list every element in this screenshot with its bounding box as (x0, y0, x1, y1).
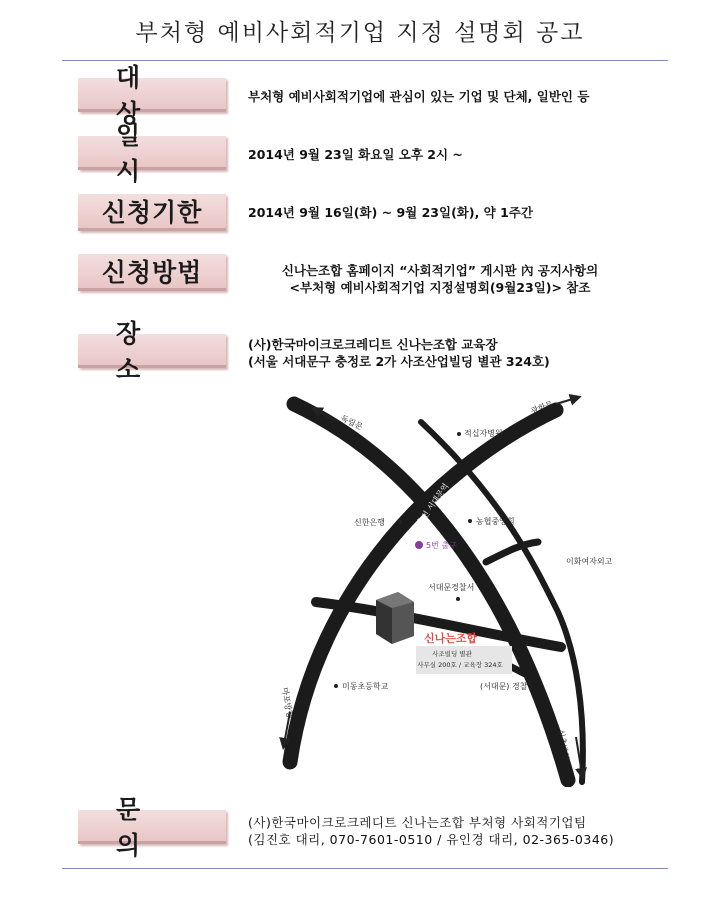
nonghyup-dot (468, 519, 472, 523)
school-dot (334, 684, 338, 688)
place-line2: (서울 서대문구 충정로 2가 사조산업빌딩 별관 324호) (248, 354, 550, 369)
deadline-text: 2014년 9월 16일(화) ~ 9월 23일(화), 약 1주간 (248, 205, 533, 220)
label-school: 미동초등학교 (342, 682, 389, 691)
contact-line2: (김진호 대리, 070-7601-0510 / 유인경 대리, 02-365-0346) (248, 832, 615, 847)
redcross-dot (457, 432, 461, 436)
road-stroke-left-to-bottomright (294, 404, 568, 780)
bottom-divider (62, 868, 668, 869)
label-gwanghwamun: 광화문 (529, 399, 555, 416)
label-shinnanun: 신나는조합 (424, 632, 478, 645)
label-station: 5호선 서대문역 (412, 481, 451, 532)
exit-badge (415, 541, 423, 549)
label-sinchon: 신촌방향 (556, 728, 571, 761)
label-nonghyup: 농협중앙회 (476, 517, 515, 526)
place-text (248, 336, 550, 370)
method-line1: 신나는조합 홈페이지 “사회적기업” 게시판 內 공지사항의 (281, 263, 599, 278)
building-icon (376, 592, 414, 644)
datetime-text: 2014년 9월 23일 화요일 오후 2시 ~ (248, 147, 463, 162)
label-dongnimmun: 독립문 (339, 413, 364, 432)
label-datetime: 일시 (78, 136, 226, 170)
label-target: 대상 (78, 78, 226, 112)
shinhan-dot (398, 520, 402, 524)
label-annex: 사조빌딩 별관 (432, 650, 472, 658)
label-place: 장소 (78, 334, 226, 368)
label-contact: 문의 (78, 810, 226, 844)
location-map (276, 392, 616, 787)
label-exit: 5번 출구 (426, 541, 457, 550)
label-office: 사무실 200호 / 교육장 324호 (417, 661, 503, 669)
label-mapo: 마포방향 (280, 686, 295, 719)
method-line2: <부처형 예비사회적기업 지정설명회(9월23일)> 참조 (289, 280, 591, 295)
label-shinhan: 신한은행 (354, 518, 385, 527)
label-police-small: (서대문) 경찰청 (480, 682, 536, 691)
label-ewha: 이화여자외고 (566, 557, 613, 566)
target-text: 부처형 예비사회적기업에 관심이 있는 기업 및 단체, 일반인 등 (248, 89, 590, 104)
label-police: 서대문경찰서 (428, 583, 475, 592)
place-line1: (사)한국마이크로크레디트 신나는조합 교육장 (248, 337, 498, 352)
arrow-gwanghwamun (556, 398, 576, 404)
contact-text (248, 814, 614, 848)
contact-line1: (사)한국마이크로크레디트 신나는조합 부처형 사회적기업팀 (248, 815, 587, 830)
label-redcross: 적십자병원 (464, 429, 503, 438)
method-text (240, 262, 640, 296)
road-stroke-topright-to-bottomleft (290, 410, 556, 762)
label-deadline: 신청기한 (78, 194, 226, 231)
police-dot (456, 597, 460, 601)
label-method: 신청방법 (78, 254, 226, 291)
page-title: 부처형 예비사회적기업 지정 설명회 공고 (135, 20, 585, 46)
